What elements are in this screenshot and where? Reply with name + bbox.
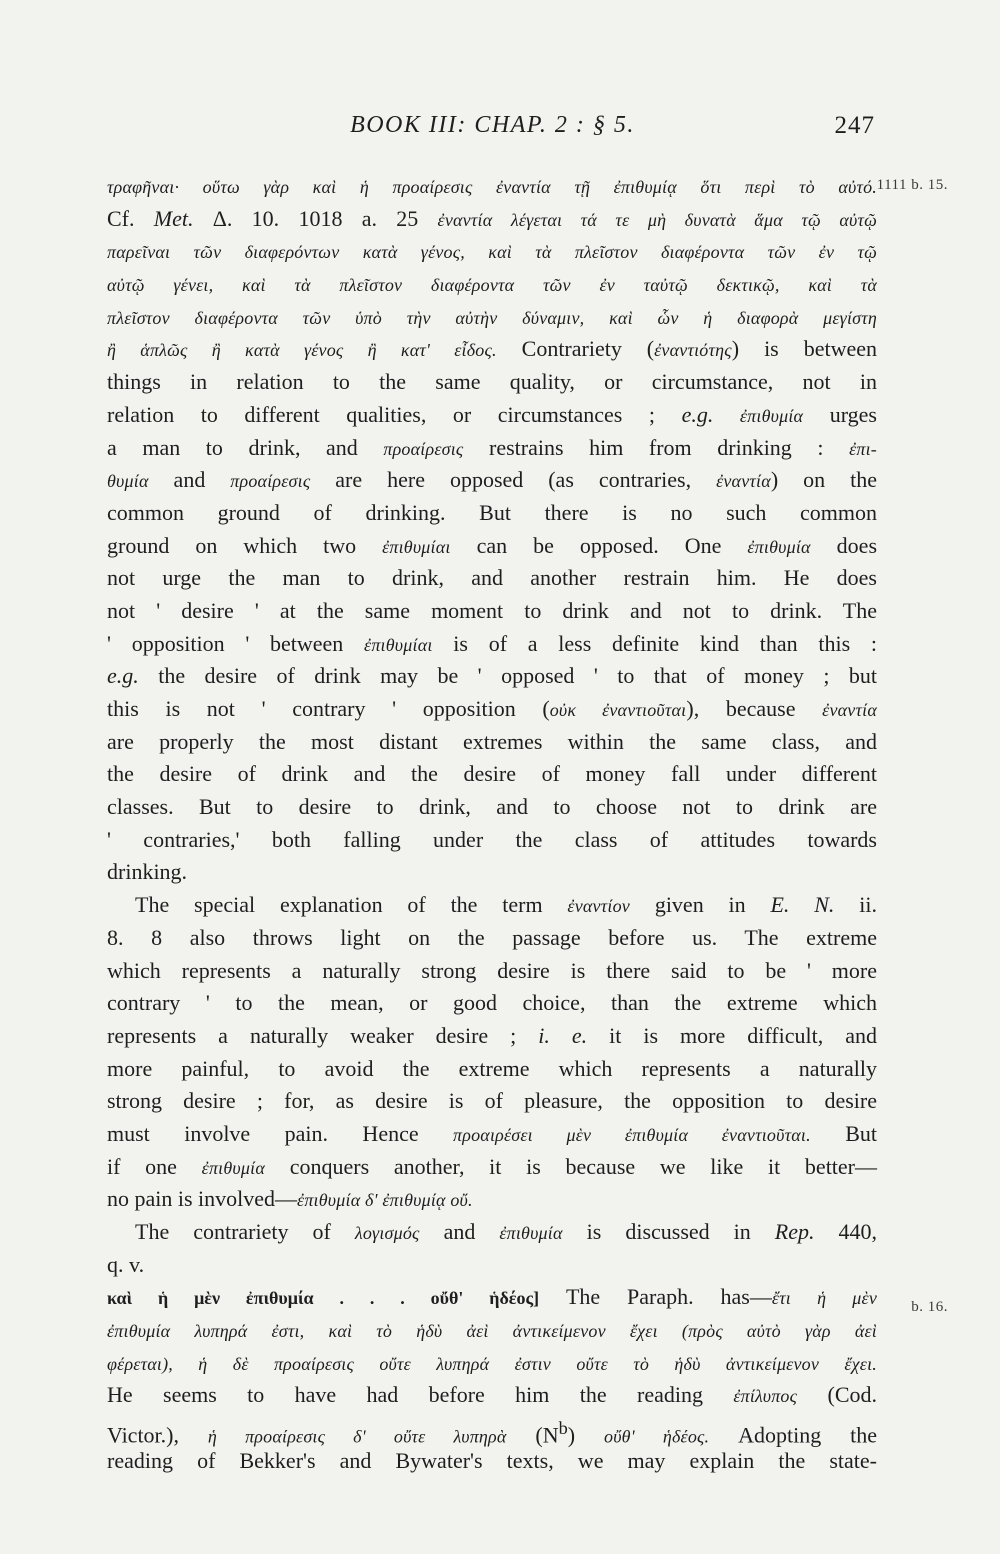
text-run: it is more difficult, and <box>587 1022 877 1048</box>
text-run: are here opposed (as contraries, <box>310 467 717 493</box>
text-line <box>107 856 877 889</box>
text-run: given in <box>629 892 771 918</box>
text-line <box>107 824 877 857</box>
text-line <box>107 1020 877 1053</box>
running-head <box>105 112 880 152</box>
greek-quotation: φέρεται), ἡ δὲ προαίρεσις οὔτε λυπηρά ἐστιν οὔτε τὸ ἡδὺ ἀντικείμενον ἔχει. <box>107 1353 877 1374</box>
greek-term: ἐπιθυμίαι <box>382 536 451 557</box>
text-run: Victor.), <box>107 1422 208 1448</box>
greek-term: ἐπι- <box>849 438 877 459</box>
text-run: no pain is involved— <box>107 1186 298 1212</box>
text-run: Adopting the <box>709 1422 877 1448</box>
superscript: b <box>558 1418 568 1439</box>
greek-term: ἐναντία <box>822 700 877 720</box>
text-run-italic: Met. <box>153 205 194 231</box>
text-run: does <box>810 532 878 558</box>
text-run: not ' desire ' at the same moment to drink and not to drink. The <box>107 597 877 623</box>
text-line <box>107 889 877 922</box>
greek-term: προαίρεσις <box>230 471 311 492</box>
greek-quotation: τραφῆναι· οὕτω γὰρ καὶ ἡ προαίρεσις ἐναντία τῇ ἐπιθυμίᾳ ὅτι περὶ τὸ αὐτό. <box>107 177 877 197</box>
text-line <box>107 530 877 563</box>
greek-term: ἐναντιότης <box>654 340 732 361</box>
greek-quotation: ἐπιθυμία δ' ἐπιθυμίᾳ οὔ. <box>297 1190 473 1211</box>
page-number: 247 <box>834 112 875 139</box>
text-run: conquers another, it is because we like it better— <box>264 1153 878 1179</box>
text-line <box>107 1118 877 1151</box>
text-run: must involve pain. Hence <box>107 1120 454 1146</box>
text-line <box>107 432 877 465</box>
greek-term: προαίρεσις <box>383 438 464 459</box>
greek-quotation: ἐπιθυμία λυπηρά ἐστι, καὶ τὸ ἡδὺ ἀεὶ ἀντικείμενον ἔχει (πρὸς αὐτὸ γὰρ ἀεὶ <box>107 1321 877 1342</box>
greek-term: ἐναντίον <box>567 896 630 917</box>
text-line <box>107 170 877 203</box>
greek-term: ἐπιθυμία <box>747 536 811 557</box>
greek-quotation: προαιρέσει μὲν ἐπιθυμία ἐναντιοῦται. <box>453 1124 811 1145</box>
text-run: Cf. <box>107 205 154 231</box>
text-run: But <box>810 1120 877 1146</box>
text-run: contrary ' to the mean, or good choice, than the extreme which <box>107 990 877 1016</box>
greek-term: ἐπιθυμία <box>499 1223 563 1243</box>
text-run: 8. 8 also throws light on the passage before us. The extreme <box>107 924 877 950</box>
text-run: Δ. 10. 1018 a. 25 <box>193 205 438 231</box>
text-line <box>107 1281 877 1314</box>
text-run: if one <box>107 1153 202 1179</box>
text-run: and <box>419 1219 500 1244</box>
text-line <box>107 562 877 595</box>
text-run: not urge the man to drink, and another restrain him. He does <box>107 565 877 591</box>
text-run: relation to different qualities, or circumstances ; <box>107 401 682 427</box>
text-run: 440, <box>814 1219 878 1244</box>
text-run: ) <box>567 1422 604 1448</box>
text-run: (Cod. <box>797 1382 878 1408</box>
commentary-body <box>107 170 877 1478</box>
text-run: are properly the most distant extremes within the same class, and <box>107 728 877 754</box>
text-run: ground on which two <box>107 532 383 558</box>
text-run: things in relation to the same quality, or circumstance, not in <box>107 369 877 395</box>
text-run: is discussed in <box>562 1219 775 1244</box>
text-line <box>107 1379 877 1412</box>
text-line <box>107 333 877 366</box>
text-line <box>107 660 877 693</box>
greek-quotation: πλεῖστον διαφέροντα τῶν ὑπὸ τὴν αὐτὴν δύναμιν, καὶ ὧν ἡ διαφορὰ μεγίστη <box>107 307 877 328</box>
text-line <box>107 203 877 236</box>
text-run: more painful, to avoid the extreme which represents a naturally <box>107 1055 877 1081</box>
text-line <box>107 955 877 988</box>
text-run: ), because <box>686 696 823 721</box>
greek-quotation: οὔθ' ἡδέος. <box>604 1426 710 1447</box>
greek-term: ἐπίλυπος <box>733 1386 798 1407</box>
margin-reference: 1111 b. 15. <box>876 177 948 193</box>
text-run-italic: e.g. <box>107 663 139 689</box>
greek-term: οὐκ ἐναντιοῦται <box>549 700 687 720</box>
text-line <box>107 1151 877 1184</box>
text-line <box>107 1183 877 1216</box>
lemma: καὶ ἡ μὲν ἐπιθυμία . . . οὔθ' ἡδέος] <box>107 1288 540 1309</box>
text-run: the desire of drink and the desire of money fall under different <box>107 761 877 787</box>
text-run: The Paraph. has— <box>539 1284 772 1310</box>
text-run: He seems to have had before him the reading <box>107 1382 734 1408</box>
text-run-italic: i. e. <box>538 1022 588 1048</box>
text-line <box>107 464 877 497</box>
greek-term: λογισμός <box>354 1223 420 1243</box>
text-run: restrains him from drinking : <box>463 434 850 460</box>
text-run: ) on the <box>770 467 878 493</box>
text-line <box>107 987 877 1020</box>
text-line <box>107 497 877 530</box>
text-line <box>107 1249 877 1282</box>
greek-quotation: παρεῖναι τῶν διαφερόντων κατὰ γένος, καὶ τὰ πλεῖστον διαφέροντα τῶν ἐν τῷ <box>107 242 877 263</box>
text-run: ii. <box>834 892 877 918</box>
text-run: Contrariety ( <box>496 336 655 362</box>
greek-quotation: ἡ προαίρεσις δ' οὔτε λυπηρὰ <box>207 1426 507 1447</box>
text-line <box>107 399 877 432</box>
text-line <box>107 1347 877 1380</box>
text-run: and <box>148 467 231 493</box>
text-run: represents a naturally weaker desire ; <box>107 1022 539 1048</box>
text-run: can be opposed. One <box>450 532 748 558</box>
text-run: classes. But to desire to drink, and to choose not to drink are <box>107 794 877 820</box>
text-line <box>107 366 877 399</box>
text-run: drinking. <box>107 859 188 885</box>
text-run: q. v. <box>107 1251 145 1277</box>
text-line <box>107 726 877 759</box>
text-line <box>107 1445 877 1478</box>
greek-quotation: ἐναντία λέγεται τά τε μὴ δυνατὰ ἅμα τῷ αὐτῷ <box>437 209 877 230</box>
greek-term: ἐπιθυμία <box>201 1157 265 1178</box>
greek-term: ἐναντία <box>716 471 771 492</box>
greek-quotation: ἔτι ἡ μὲν <box>771 1288 878 1309</box>
greek-term: ἐπιθυμίαι <box>364 634 433 655</box>
text-run: (N <box>506 1422 559 1448</box>
text-run-italic: E. N. <box>770 892 835 918</box>
text-line <box>107 693 877 726</box>
text-run: strong desire ; for, as desire is of pleasure, the opposition to desire <box>107 1088 877 1114</box>
text-run-italic: Rep. <box>774 1219 815 1244</box>
text-line <box>107 791 877 824</box>
text-run: is of a less definite kind than this : <box>432 630 877 656</box>
text-line <box>107 1053 877 1086</box>
text-line <box>107 628 877 661</box>
text-run: common ground of drinking. But there is no such common <box>107 499 877 525</box>
text-line <box>107 922 877 955</box>
text-run: the desire of drink may be ' opposed ' to that of money ; but <box>138 663 877 689</box>
text-line <box>107 301 877 334</box>
text-line <box>107 758 877 791</box>
text-run: ' contraries,' both falling under the class of attitudes towards <box>107 826 877 852</box>
text-run: ) is between <box>731 336 877 362</box>
greek-quotation: αὐτῷ γένει, καὶ τὰ πλεῖστον διαφέροντα τῶν ἐν ταὐτῷ δεκτικῷ, καὶ τὰ <box>107 275 877 296</box>
text-line <box>107 595 877 628</box>
text-run: this is not ' contrary ' opposition ( <box>107 696 550 721</box>
margin-reference: b. 16. <box>911 1299 948 1315</box>
text-line <box>107 235 877 268</box>
text-run: The special explanation of the term <box>135 892 568 918</box>
text-line <box>107 1085 877 1118</box>
text-run: which represents a naturally strong desire is there said to be ' more <box>107 957 877 983</box>
text-run-italic: e.g. <box>681 401 714 427</box>
text-run: The contrariety of <box>135 1219 355 1244</box>
text-run: reading of Bekker's and Bywater's texts, we may explain the state- <box>107 1447 877 1473</box>
text-line <box>107 1412 877 1448</box>
running-title: BOOK III: CHAP. 2 : § 5. <box>350 112 635 138</box>
text-line <box>107 1216 877 1249</box>
greek-term: θυμία <box>107 471 149 492</box>
text-run: urges <box>803 401 877 427</box>
greek-term: ἐπιθυμία <box>739 405 804 426</box>
text-run: ' opposition ' between <box>107 630 365 656</box>
greek-quotation: ἢ ἁπλῶς ἢ κατὰ γένος ἢ κατ' εἶδος. <box>107 340 497 361</box>
text-run <box>713 402 740 427</box>
text-line <box>107 268 877 301</box>
text-line <box>107 1314 877 1347</box>
text-run: a man to drink, and <box>107 434 384 460</box>
